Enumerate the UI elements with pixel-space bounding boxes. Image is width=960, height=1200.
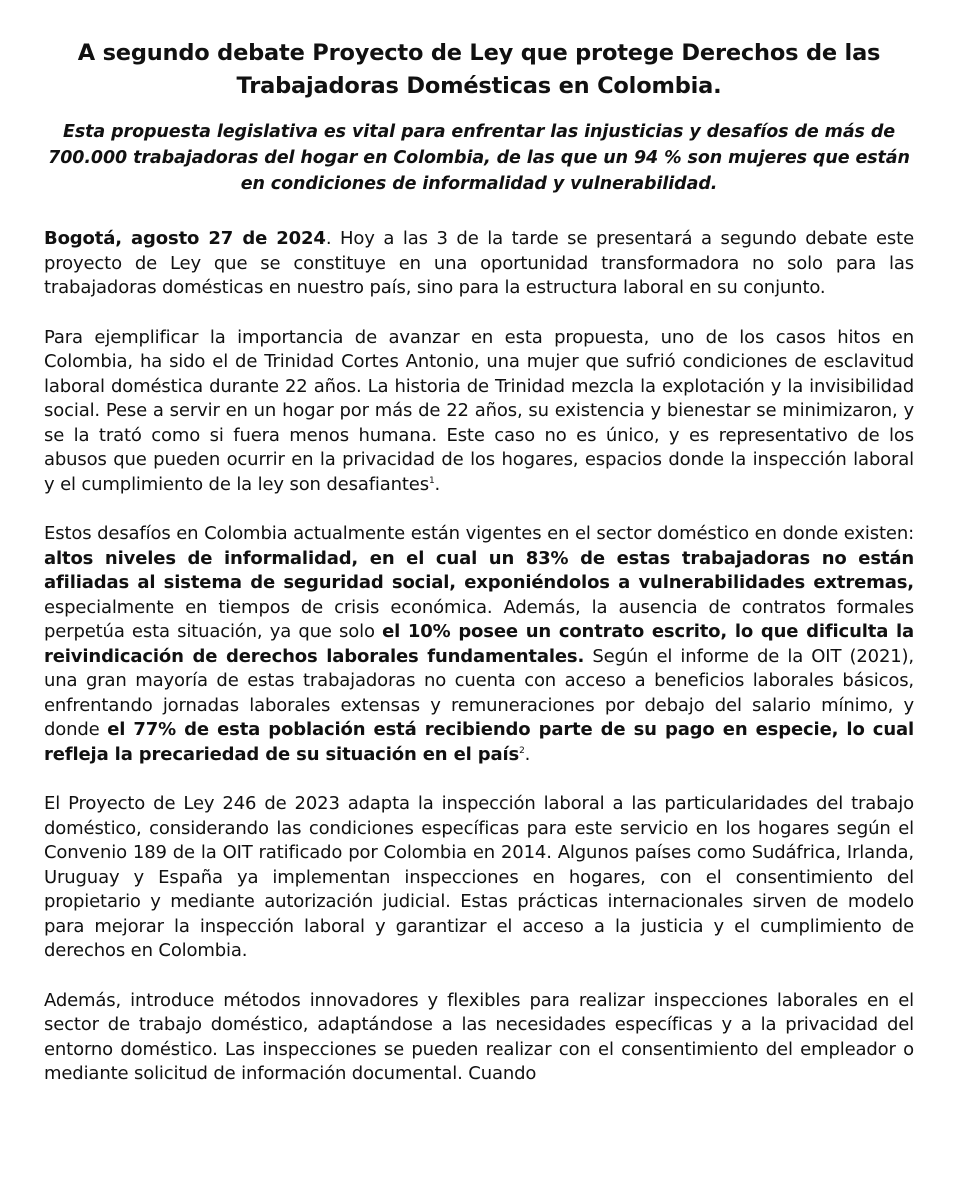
challenges-bold-3: el 77% de esta población está recibiendo parte de su pago en especie, lo cual refleja la precariedad de su situación en el país [44, 719, 914, 765]
paragraph-trinidad-case [44, 326, 914, 498]
footnote-marker-1[interactable]: 1 [428, 475, 435, 486]
paragraph-trinidad-text: Para ejemplificar la importancia de avanzar en esta propuesta, uno de los casos hitos en Colombia, ha sido el de Trinidad Cortes Antonio, una mujer que sufrió condiciones de esclavitud laboral doméstica durante 22 años. La historia de Trinidad mezcla la explotación y la invisibilidad social. Pese a servir en un hogar por más de 22 años, su existencia y bienestar se minimizaron, y se la trató como si fuera menos humana. Este caso no es único, y es representativo de los abusos que pueden ocurrir en la privacidad de los hogares, espacios donde la inspección laboral y el cumplimiento de la ley son desafiantes [44, 326, 914, 495]
challenges-bold-2: el 10% posee un contrato escrito, lo que dificulta la reivindicación de derechos laborales fundamentales. [44, 621, 914, 667]
paragraph-intro-text: . Hoy a las 3 de la tarde se presentará a segundo debate este proyecto de Ley que se constituye en una oportunidad transformadora no solo para las trabajadoras domésticas en nuestro país, sino para la estructura laboral en su conjunto. [44, 228, 914, 298]
challenges-bold-1: altos niveles de informalidad, en el cual un 83% de estas trabajadoras no están afiliadas al sistema de seguridad social, exponiéndolos a vulnerabilidades extremas, [44, 547, 914, 593]
challenges-text-1: Estos desafíos en Colombia actualmente están vigentes en el sector doméstico en donde existen: [44, 523, 914, 544]
document-subtitle: Esta propuesta legislativa es vital para enfrentar las injusticias y desafíos de más de 700.000 trabajadoras del hogar en Colombia, de las que un 94 % son mujeres que están en condiciones de informalidad y vulnerabilidad. [48, 122, 910, 194]
challenges-text-2: especialmente en tiempos de crisis económica. Además, la ausencia de contratos formales perpetúa esta situación, ya que solo [44, 596, 914, 642]
dateline: Bogotá, agosto 27 de 2024 [44, 228, 326, 249]
challenges-end: . [524, 743, 531, 765]
paragraph-intro [44, 227, 914, 301]
document-title: A segundo debate Proyecto de Ley que protege Derechos de las Trabajadoras Domésticas en Colombia. [77, 40, 881, 99]
paragraph-bill-246: El Proyecto de Ley 246 de 2023 adapta la inspección laboral a las particularidades del trabajo doméstico, considerando las condiciones específicas para este servicio en los hogares según el Convenio 189 de la OIT ratificado por Colombia en 2014. Algunos países como Sudáfrica, Irlanda, Uruguay y España ya implementan inspecciones en hogares, con el consentimiento del propietario y mediante autorización judicial. Estas prácticas internacionales sirven de modelo para mejorar la inspección laboral y garantizar el acceso a la justicia y el cumplimiento de derechos en Colombia. [44, 793, 914, 961]
challenges-text-3: Según el informe de la OIT (2021), una gran mayoría de estas trabajadoras no cuenta con acceso a beneficios laborales básicos, enfrentando jornadas laborales extensas y remuneraciones por debajo del salario mínimo, y donde [44, 645, 915, 740]
paragraph-inspection-methods: Además, introduce métodos innovadores y flexibles para realizar inspecciones laborales en el sector de trabajo doméstico, adaptándose a las necesidades específicas y a la privacidad del entorno doméstico. Las inspecciones se pueden realizar con el consentimiento del empleador o mediante solicitud de información documental. Cuando [44, 989, 914, 1084]
paragraph-challenges [44, 522, 914, 767]
paragraph-trinidad-end: . [434, 473, 441, 495]
footnote-marker-2[interactable]: 2 [519, 745, 525, 756]
